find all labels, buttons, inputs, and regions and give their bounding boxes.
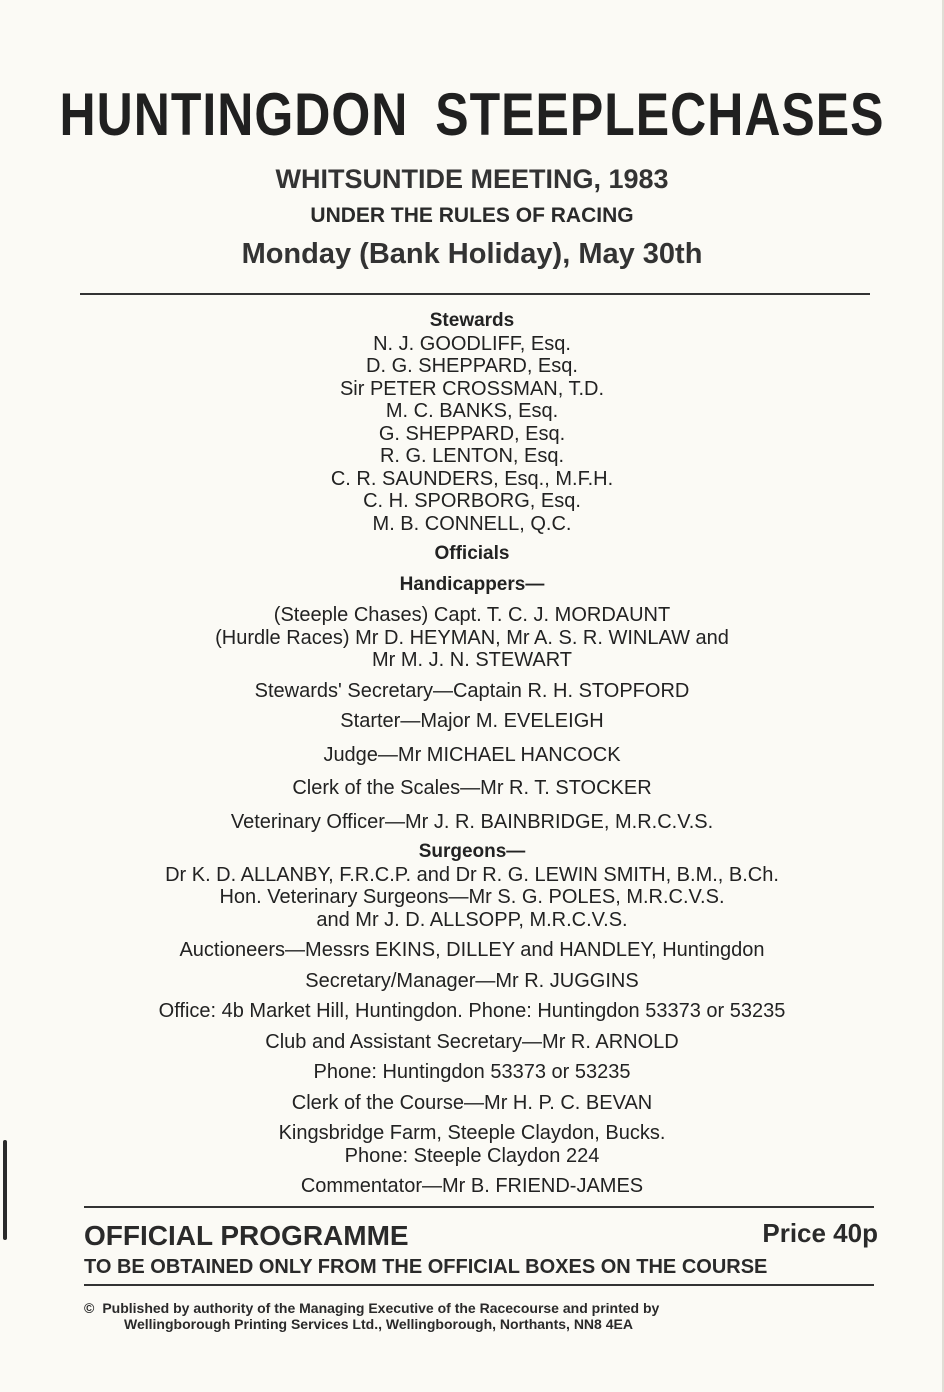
publisher-line-1: Published by authority of the Managing Executive of the Racecourse and printed by [102, 1300, 660, 1316]
steward-name: M. B. CONNELL, Q.C. [372, 512, 572, 535]
spacer [0, 535, 944, 543]
copyright-icon: © [84, 1300, 95, 1316]
spacer [0, 1053, 944, 1061]
footer-divider-top [84, 1206, 874, 1208]
spacer [0, 1023, 944, 1031]
clerk-phone: Phone: Steeple Claydon 224 [344, 1144, 600, 1167]
page-title: HUNTINGDON STEEPLECHASES [59, 81, 885, 149]
spacer [0, 931, 944, 939]
handicapper-line: Mr M. J. N. STEWART [372, 649, 572, 671]
handicappers-heading: Handicappers— [399, 573, 545, 595]
price-label: Price 40p [762, 1218, 878, 1248]
rules-subtitle: UNDER THE RULES OF RACING [310, 204, 634, 227]
steward-name: D. G. SHEPPARD, Esq. [366, 355, 578, 377]
header-divider [80, 293, 870, 295]
spacer [0, 566, 944, 574]
auctioneers: Auctioneers—Messrs EKINS, DILLEY and HANDLEY, Huntingdon [179, 939, 765, 961]
spacer [0, 702, 944, 710]
steward-name: Sir PETER CROSSMAN, T.D. [339, 377, 605, 400]
spacer [0, 800, 944, 811]
surgeons: Dr K. D. ALLANBY, F.R.C.P. and Dr R. G. LEWIN SMITH, B.M., B.Ch. [165, 863, 779, 886]
steward-name: N. J. GOODLIFF, Esq. [373, 332, 571, 355]
steward-name: M. C. BANKS, Esq. [385, 400, 559, 422]
club-phone: Phone: Huntingdon 53373 or 53235 [313, 1061, 631, 1083]
handicapper-line: (Hurdle Races) Mr D. HEYMAN, Mr A. S. R. WINLAW and [215, 626, 729, 649]
officials-heading: Officials [434, 543, 510, 564]
steward-name: R. G. LENTON, Esq. [379, 445, 565, 467]
spacer [0, 992, 944, 1000]
spacer [0, 672, 944, 680]
steward-name: C. R. SAUNDERS, Esq., M.F.H. [330, 467, 614, 490]
spacer [0, 962, 944, 970]
spacer [0, 596, 944, 604]
secretary-manager: Secretary/Manager—Mr R. JUGGINS [305, 969, 639, 992]
meeting-title: WHITSUNTIDE MEETING, 1983 [275, 164, 669, 194]
meeting-date: Monday (Bank Holiday), May 30th [241, 238, 703, 270]
stewards-secretary: Stewards' Secretary—Captain R. H. STOPFORD [254, 679, 690, 702]
clerk-address: Kingsbridge Farm, Steeple Claydon, Bucks. [278, 1122, 666, 1144]
spacer [0, 1084, 944, 1092]
availability-note: TO BE OBTAINED ONLY FROM THE OFFICIAL BOXES ON THE COURSE [84, 1256, 768, 1278]
footer-divider-bottom [84, 1284, 874, 1286]
starter: Starter—Major M. EVELEIGH [340, 710, 604, 732]
publisher-imprint [84, 1300, 884, 1332]
spacer [0, 733, 944, 744]
hon-vet-line: and Mr J. D. ALLSOPP, M.R.C.V.S. [316, 908, 628, 931]
office-address: Office: 4b Market Hill, Huntingdon. Phone: Huntingdon 53373 or 53235 [158, 1000, 786, 1022]
clerk-of-course: Clerk of the Course—Mr H. P. C. BEVAN [291, 1091, 653, 1114]
judge: Judge—Mr MICHAEL HANCOCK [323, 743, 621, 766]
official-programme-label: OFFICIAL PROGRAMME [84, 1220, 409, 1251]
spacer [0, 1167, 944, 1175]
officials-block [0, 310, 944, 1198]
spacer [0, 833, 944, 841]
hon-vet-line: Hon. Veterinary Surgeons—Mr S. G. POLES, M.R.C.V.S. [219, 886, 725, 908]
club-secretary: Club and Assistant Secretary—Mr R. ARNOLD [265, 1030, 679, 1053]
veterinary-officer: Veterinary Officer—Mr J. R. BAINBRIDGE, M.R.C.V.S. [230, 810, 714, 833]
commentator: Commentator—Mr B. FRIEND-JAMES [300, 1175, 644, 1197]
steward-name: C. H. SPORBORG, Esq. [363, 490, 581, 512]
publisher-line-2: Wellingborough Printing Services Ltd., Wellingborough, Northants, NN8 4EA [124, 1316, 633, 1332]
stewards-heading: Stewards [429, 310, 515, 331]
handicapper-line: (Steeple Chases) Capt. T. C. J. MORDAUNT [273, 604, 671, 626]
steward-name: G. SHEPPARD, Esq. [378, 422, 566, 445]
spacer [0, 1114, 944, 1122]
spacer [0, 766, 944, 777]
clerk-of-scales: Clerk of the Scales—Mr R. T. STOCKER [292, 777, 652, 799]
surgeons-heading: Surgeons— [418, 841, 526, 862]
